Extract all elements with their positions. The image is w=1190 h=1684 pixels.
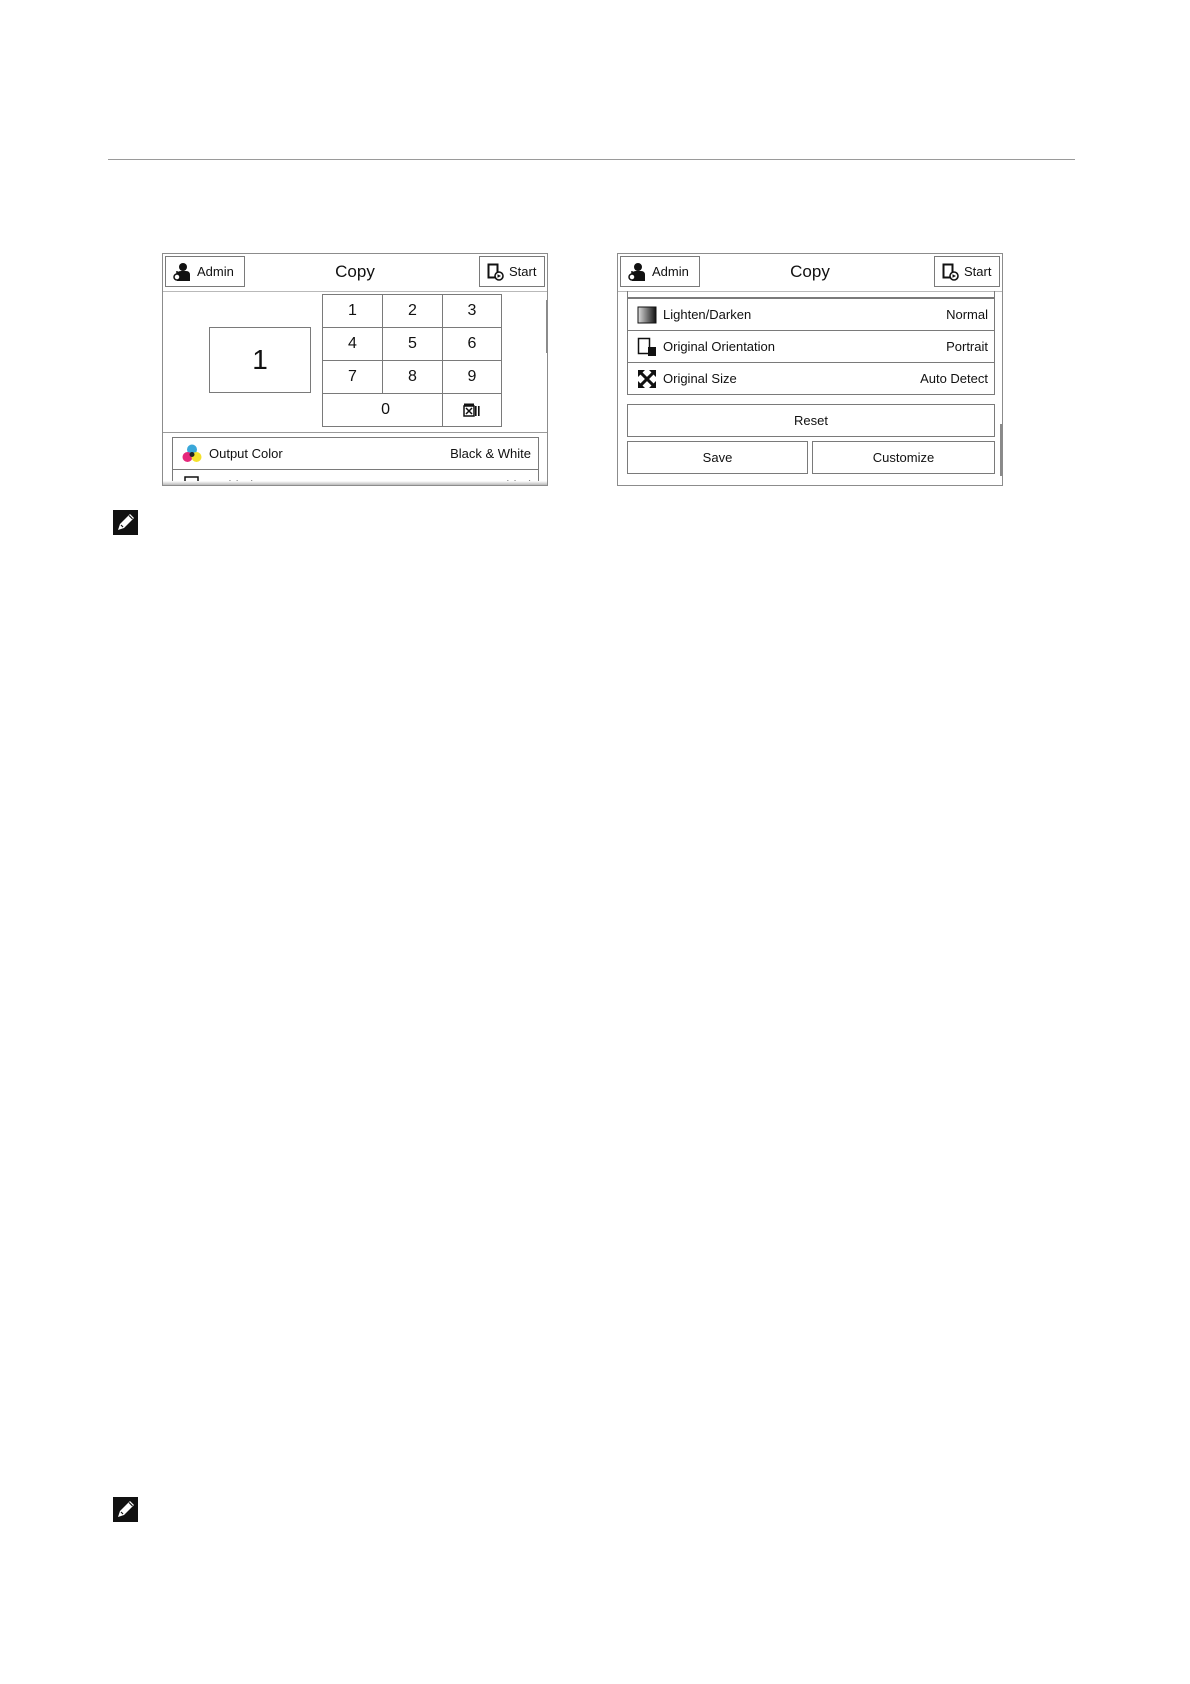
key-9[interactable]: 9	[443, 361, 501, 394]
start-button[interactable]	[934, 256, 1000, 287]
start-copy-icon	[942, 263, 959, 281]
start-label: Start	[964, 264, 992, 279]
screen-header	[618, 254, 1002, 292]
start-button[interactable]	[479, 256, 545, 287]
admin-user-icon	[172, 262, 192, 282]
save-button[interactable]: Save	[627, 441, 808, 474]
clear-key[interactable]	[443, 394, 501, 426]
lighten-darken-value: Normal	[946, 307, 988, 322]
key-0[interactable]: 0	[323, 394, 443, 426]
key-8[interactable]: 8	[383, 361, 443, 394]
output-color-row[interactable]	[172, 437, 539, 470]
previous-row-edge	[627, 291, 995, 298]
admin-label: Admin	[652, 264, 689, 279]
copy-screen-keypad	[162, 253, 548, 486]
original-size-row[interactable]	[627, 362, 995, 395]
note-pencil-icon	[113, 1497, 138, 1522]
original-orientation-value: Portrait	[946, 339, 988, 354]
numeric-keypad	[322, 294, 502, 427]
scrollbar[interactable]	[1000, 424, 1002, 476]
admin-label: Admin	[197, 264, 234, 279]
original-orientation-row[interactable]	[627, 330, 995, 363]
screen-title: Copy	[335, 262, 375, 281]
key-6[interactable]: 6	[443, 328, 501, 361]
output-color-value: Black & White	[450, 446, 531, 461]
start-label: Start	[509, 264, 537, 279]
start-copy-icon	[487, 263, 504, 281]
lighten-darken-label: Lighten/Darken	[663, 307, 752, 322]
scroll-fade	[163, 481, 547, 485]
lighten-darken-row[interactable]	[627, 298, 995, 331]
admin-button[interactable]	[165, 256, 245, 287]
output-color-label: Output Color	[209, 446, 283, 461]
expand-arrows-icon	[636, 368, 658, 390]
color-palette-icon	[181, 443, 203, 465]
customize-button[interactable]: Customize	[812, 441, 995, 474]
gradient-icon	[636, 304, 658, 326]
note-pencil-icon	[113, 510, 138, 535]
admin-button[interactable]	[620, 256, 700, 287]
reset-button[interactable]: Reset	[627, 404, 995, 437]
scrollbar[interactable]	[546, 300, 548, 353]
copy-quantity-display[interactable]: 1	[209, 327, 311, 393]
key-5[interactable]: 5	[383, 328, 443, 361]
key-7[interactable]: 7	[323, 361, 383, 394]
original-size-label: Original Size	[663, 371, 737, 386]
key-2[interactable]: 2	[383, 295, 443, 328]
key-1[interactable]: 1	[323, 295, 383, 328]
page-divider	[108, 159, 1075, 160]
orientation-icon	[636, 336, 658, 358]
original-size-value: Auto Detect	[920, 371, 988, 386]
admin-user-icon	[627, 262, 647, 282]
key-4[interactable]: 4	[323, 328, 383, 361]
original-orientation-label: Original Orientation	[663, 339, 775, 354]
section-divider	[163, 432, 547, 433]
screen-header	[163, 254, 547, 292]
copy-screen-settings	[617, 253, 1003, 486]
screen-title: Copy	[790, 262, 830, 281]
key-3[interactable]: 3	[443, 295, 501, 328]
clear-icon	[463, 403, 481, 417]
